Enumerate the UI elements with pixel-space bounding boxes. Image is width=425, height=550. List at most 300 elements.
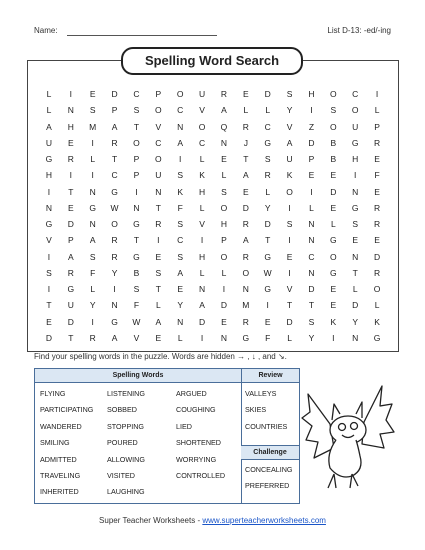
- grid-letter[interactable]: I: [222, 284, 226, 295]
- grid-letter[interactable]: L: [90, 284, 96, 295]
- grid-letter[interactable]: O: [351, 105, 359, 116]
- grid-letter[interactable]: K: [374, 316, 380, 327]
- grid-letter[interactable]: T: [155, 284, 161, 295]
- grid-letter[interactable]: R: [111, 235, 118, 246]
- grid-letter[interactable]: H: [220, 219, 227, 230]
- grid-letter[interactable]: E: [67, 137, 74, 148]
- word-item: WANDERED: [40, 421, 82, 431]
- word-item: PARTICIPATING: [40, 405, 94, 415]
- grid-letter[interactable]: I: [91, 137, 94, 148]
- word-item: POURED: [107, 438, 138, 448]
- grid-letter[interactable]: A: [221, 105, 227, 116]
- grid-letter[interactable]: O: [111, 219, 118, 230]
- grid-letter[interactable]: A: [177, 137, 184, 148]
- grid-letter[interactable]: E: [330, 170, 337, 181]
- grid-letter[interactable]: N: [133, 202, 140, 213]
- grid-letter[interactable]: E: [330, 284, 337, 295]
- grid-letter[interactable]: B: [133, 267, 140, 278]
- grid-letter[interactable]: E: [89, 89, 96, 100]
- grid-letter[interactable]: V: [155, 121, 162, 132]
- grid-letter[interactable]: R: [373, 137, 381, 148]
- grid-letter[interactable]: F: [90, 267, 96, 278]
- grid-letter[interactable]: E: [155, 251, 162, 262]
- grid-letter[interactable]: R: [111, 137, 118, 148]
- word-item: CONTROLLED: [176, 471, 226, 481]
- grid-letter[interactable]: E: [330, 300, 337, 311]
- grid-letter[interactable]: W: [132, 316, 141, 327]
- grid-letter[interactable]: L: [265, 105, 271, 116]
- grid-letter[interactable]: U: [67, 300, 74, 311]
- grid-letter[interactable]: G: [89, 202, 96, 213]
- grid-letter[interactable]: P: [155, 89, 162, 100]
- grid-letter[interactable]: A: [177, 267, 184, 278]
- grid-letter[interactable]: U: [155, 170, 162, 181]
- grid-letter[interactable]: I: [200, 332, 204, 343]
- grid-letter[interactable]: O: [198, 121, 206, 132]
- grid-letter[interactable]: T: [243, 154, 249, 165]
- grid-letter[interactable]: S: [286, 219, 293, 230]
- name-line[interactable]: [67, 35, 217, 36]
- grid-letter[interactable]: G: [264, 251, 271, 262]
- word-bank: [34, 368, 300, 504]
- grid-letter[interactable]: A: [242, 170, 249, 181]
- grid-letter[interactable]: H: [45, 170, 52, 181]
- grid-letter[interactable]: R: [373, 267, 381, 278]
- grid-letter[interactable]: O: [155, 154, 162, 165]
- grid-letter[interactable]: I: [266, 300, 269, 311]
- grid-letter[interactable]: I: [310, 105, 313, 116]
- grid-letter[interactable]: N: [308, 267, 315, 278]
- grid-letter[interactable]: T: [68, 186, 74, 197]
- grid-letter[interactable]: L: [46, 105, 52, 116]
- grid-letter[interactable]: C: [177, 235, 184, 246]
- grid-letter[interactable]: E: [374, 186, 380, 197]
- grid-letter[interactable]: S: [352, 219, 359, 230]
- grid-letter[interactable]: S: [308, 316, 315, 327]
- grid-letter[interactable]: N: [308, 219, 315, 230]
- grid-letter[interactable]: S: [330, 105, 337, 116]
- grid-letter[interactable]: Z: [308, 121, 315, 132]
- grid-letter[interactable]: I: [47, 284, 51, 295]
- grid-letter[interactable]: S: [177, 251, 184, 262]
- footer-link[interactable]: www.superteacherworksheets.com: [202, 516, 326, 525]
- grid-letter[interactable]: N: [352, 251, 359, 262]
- grid-letter[interactable]: E: [374, 154, 380, 165]
- grid-letter[interactable]: I: [69, 170, 72, 181]
- grid-letter[interactable]: A: [242, 235, 249, 246]
- grid-letter[interactable]: D: [330, 186, 337, 197]
- grid-letter[interactable]: I: [47, 251, 51, 262]
- grid-letter[interactable]: A: [199, 300, 205, 311]
- grid-letter[interactable]: C: [308, 251, 315, 262]
- letter-grid: [38, 86, 388, 346]
- grid-letter[interactable]: E: [221, 316, 227, 327]
- grid-letter[interactable]: I: [375, 89, 379, 100]
- grid-letter[interactable]: O: [330, 121, 337, 132]
- grid-letter[interactable]: O: [330, 89, 337, 100]
- grid-letter[interactable]: O: [220, 202, 228, 213]
- grid-letter[interactable]: D: [264, 219, 271, 230]
- grid-letter[interactable]: L: [309, 202, 314, 213]
- grid-letter[interactable]: C: [352, 89, 359, 100]
- grid-letter[interactable]: L: [243, 105, 249, 116]
- grid-letter[interactable]: I: [47, 186, 51, 197]
- word-column-2: [107, 386, 145, 501]
- grid-letter[interactable]: T: [155, 202, 161, 213]
- grid-letter[interactable]: O: [330, 251, 337, 262]
- grid-letter[interactable]: Q: [220, 121, 228, 132]
- word-column-3: [176, 386, 225, 484]
- list-label: List D-13: -ed/-ing: [327, 26, 391, 35]
- grid-letter[interactable]: V: [286, 121, 293, 132]
- grid-letter[interactable]: Y: [286, 105, 293, 116]
- grid-letter[interactable]: H: [198, 186, 206, 197]
- grid-letter[interactable]: G: [67, 284, 75, 295]
- grid-letter[interactable]: M: [242, 300, 250, 311]
- grid-letter[interactable]: D: [220, 300, 227, 311]
- grid-letter[interactable]: B: [330, 137, 337, 148]
- grid-letter[interactable]: S: [264, 154, 271, 165]
- grid-letter[interactable]: D: [308, 284, 315, 295]
- grid-letter[interactable]: O: [176, 89, 184, 100]
- grid-letter[interactable]: V: [199, 219, 205, 230]
- grid-letter[interactable]: F: [374, 170, 380, 181]
- grid-letter[interactable]: G: [351, 202, 359, 213]
- grid-letter[interactable]: G: [264, 284, 271, 295]
- grid-letter[interactable]: D: [67, 316, 74, 327]
- grid-letter[interactable]: E: [177, 284, 184, 295]
- grid-letter[interactable]: L: [374, 105, 380, 116]
- grid-letter[interactable]: O: [155, 105, 162, 116]
- grid-letter[interactable]: I: [310, 186, 313, 197]
- grid-letter[interactable]: I: [288, 202, 291, 213]
- grid-letter[interactable]: F: [177, 202, 183, 213]
- grid-letter[interactable]: K: [330, 316, 337, 327]
- word-item: SHORTENED: [176, 438, 221, 448]
- grid-letter[interactable]: L: [199, 202, 205, 213]
- grid-letter[interactable]: L: [46, 89, 52, 100]
- challenge-column: [245, 462, 293, 495]
- word-item: ALLOWING: [107, 454, 145, 464]
- grid-letter[interactable]: P: [133, 154, 140, 165]
- grid-letter[interactable]: Y: [111, 267, 118, 278]
- grid-letter[interactable]: N: [352, 332, 359, 343]
- grid-letter[interactable]: E: [330, 202, 337, 213]
- grid-letter[interactable]: E: [221, 154, 227, 165]
- grid-letter[interactable]: N: [308, 235, 315, 246]
- spelling-words-header: Spelling Words: [35, 369, 241, 383]
- grid-letter[interactable]: K: [177, 186, 184, 197]
- word-item: ARGUED: [176, 389, 207, 398]
- grid-letter[interactable]: S: [221, 186, 227, 197]
- grid-letter[interactable]: C: [264, 121, 271, 132]
- challenge-header: Challenge: [241, 445, 299, 460]
- grid-letter[interactable]: N: [352, 186, 359, 197]
- grid-letter[interactable]: F: [265, 332, 271, 343]
- grid-letter[interactable]: N: [198, 284, 206, 295]
- grid-letter[interactable]: V: [199, 105, 205, 116]
- grid-letter[interactable]: L: [155, 300, 161, 311]
- grid-letter[interactable]: L: [199, 267, 205, 278]
- word-item: SKIES: [245, 405, 267, 415]
- grid-letter[interactable]: Y: [264, 202, 271, 213]
- grid-letter[interactable]: G: [264, 137, 271, 148]
- grid-letter[interactable]: H: [67, 121, 74, 132]
- grid-letter[interactable]: S: [89, 251, 96, 262]
- footer-text: Super Teacher Worksheets -: [99, 516, 203, 525]
- grid-letter[interactable]: Y: [352, 316, 359, 327]
- grid-letter[interactable]: A: [111, 332, 118, 343]
- grid-letter[interactable]: A: [46, 121, 52, 132]
- grid-letter[interactable]: E: [264, 316, 271, 327]
- grid-letter[interactable]: B: [330, 154, 337, 165]
- grid-letter[interactable]: D: [286, 316, 293, 327]
- grid-letter[interactable]: C: [198, 137, 206, 148]
- grid-letter[interactable]: L: [199, 154, 205, 165]
- grid-letter[interactable]: R: [89, 332, 96, 343]
- grid-letter[interactable]: N: [155, 186, 162, 197]
- grid-letter[interactable]: E: [242, 89, 249, 100]
- word-item: SMILING: [40, 438, 70, 448]
- grid-letter[interactable]: L: [374, 300, 380, 311]
- grid-letter[interactable]: S: [133, 105, 140, 116]
- grid-letter[interactable]: Y: [177, 300, 184, 311]
- grid-letter[interactable]: R: [242, 219, 249, 230]
- grid-letter[interactable]: R: [242, 251, 249, 262]
- grid-letter[interactable]: I: [91, 170, 94, 181]
- word-item: SOBBED: [107, 405, 137, 415]
- word-item: WORRYING: [176, 454, 217, 464]
- grid-letter[interactable]: G: [133, 251, 140, 262]
- grid-letter[interactable]: N: [89, 186, 96, 197]
- grid-letter[interactable]: S: [177, 170, 184, 181]
- grid-letter[interactable]: W: [110, 202, 119, 213]
- grid-letter[interactable]: H: [352, 154, 359, 165]
- grid-letter[interactable]: R: [373, 202, 381, 213]
- grid-letter[interactable]: P: [133, 170, 140, 181]
- footer: [0, 516, 425, 525]
- grid-letter[interactable]: W: [263, 267, 272, 278]
- instructions: Find your spelling words in the puzzle. Words are hidden → , ↓ , and ↘.: [34, 352, 287, 361]
- grid-letter[interactable]: P: [67, 235, 74, 246]
- grid-letter[interactable]: N: [177, 121, 184, 132]
- grid-letter[interactable]: L: [352, 284, 358, 295]
- name-label: Name:: [34, 26, 58, 35]
- review-column: [245, 386, 287, 435]
- grid-letter[interactable]: D: [373, 251, 381, 262]
- grid-letter[interactable]: V: [133, 332, 140, 343]
- grid-letter[interactable]: K: [286, 170, 293, 181]
- grid-letter[interactable]: A: [155, 316, 162, 327]
- grid-letter[interactable]: E: [155, 332, 162, 343]
- grid-letter[interactable]: J: [243, 137, 248, 148]
- grid-letter[interactable]: D: [308, 137, 315, 148]
- grid-letter[interactable]: L: [177, 332, 183, 343]
- grid-letter[interactable]: S: [286, 89, 293, 100]
- grid-letter[interactable]: I: [113, 284, 116, 295]
- grid-letter[interactable]: S: [177, 219, 184, 230]
- grid-letter[interactable]: C: [177, 105, 184, 116]
- grid-letter[interactable]: E: [286, 251, 293, 262]
- grid-letter[interactable]: H: [308, 89, 315, 100]
- grid-letter[interactable]: R: [67, 267, 74, 278]
- grid-letter[interactable]: R: [242, 316, 249, 327]
- grid-letter[interactable]: D: [264, 89, 271, 100]
- grid-letter[interactable]: N: [111, 300, 118, 311]
- grid-letter[interactable]: D: [352, 300, 359, 311]
- word-item: VALLEYS: [245, 389, 277, 398]
- word-item: FLYING: [40, 389, 66, 398]
- grid-letter[interactable]: D: [198, 316, 206, 327]
- grid-letter[interactable]: T: [133, 235, 140, 246]
- grid-letter[interactable]: D: [111, 89, 118, 100]
- grid-letter[interactable]: L: [221, 267, 227, 278]
- grid-letter[interactable]: G: [111, 186, 118, 197]
- grid-letter[interactable]: G: [45, 219, 53, 230]
- page-title: Spelling Word Search: [121, 47, 303, 75]
- grid-letter[interactable]: R: [67, 154, 74, 165]
- grid-letter[interactable]: R: [373, 219, 381, 230]
- grid-letter[interactable]: U: [352, 121, 359, 132]
- grid-letter[interactable]: O: [220, 251, 228, 262]
- grid-letter[interactable]: T: [46, 300, 52, 311]
- grid-letter[interactable]: M: [89, 121, 97, 132]
- grid-letter[interactable]: N: [242, 284, 249, 295]
- grid-letter[interactable]: E: [67, 202, 74, 213]
- review-header: Review: [242, 369, 299, 383]
- grid-letter[interactable]: I: [91, 316, 94, 327]
- grid-letter[interactable]: G: [351, 137, 359, 148]
- grid-letter[interactable]: G: [111, 316, 118, 327]
- word-item: LISTENING: [107, 389, 145, 398]
- word-item: CONCEALING: [245, 465, 293, 474]
- grid-letter[interactable]: O: [242, 267, 250, 278]
- word-item: TRAVELING: [40, 471, 81, 481]
- word-item: VISITED: [107, 471, 135, 481]
- grid-letter[interactable]: F: [133, 300, 140, 311]
- grid-letter[interactable]: P: [111, 105, 118, 116]
- grid-letter[interactable]: H: [198, 251, 206, 262]
- grid-letter[interactable]: D: [67, 219, 74, 230]
- word-item: LIED: [176, 421, 192, 431]
- grid-letter[interactable]: R: [155, 219, 162, 230]
- grid-letter[interactable]: S: [155, 267, 162, 278]
- grid-letter[interactable]: N: [220, 332, 227, 343]
- word-item: COUNTRIES: [245, 421, 288, 431]
- grid-letter[interactable]: C: [111, 170, 118, 181]
- word-item: INHERITED: [40, 487, 79, 497]
- grid-letter[interactable]: R: [220, 89, 227, 100]
- grid-letter[interactable]: K: [199, 170, 205, 181]
- grid-letter[interactable]: L: [221, 170, 227, 181]
- grid-letter[interactable]: E: [46, 316, 52, 327]
- grid-letter[interactable]: A: [89, 235, 96, 246]
- grid-letter[interactable]: G: [373, 332, 381, 343]
- grid-letter[interactable]: E: [352, 235, 359, 246]
- grid-letter[interactable]: I: [179, 154, 182, 165]
- grid-letter[interactable]: T: [68, 332, 74, 343]
- grid-letter[interactable]: G: [242, 332, 250, 343]
- grid-letter[interactable]: E: [308, 170, 315, 181]
- grid-letter[interactable]: P: [221, 235, 227, 246]
- grid-letter[interactable]: U: [286, 154, 293, 165]
- grid-letter[interactable]: E: [374, 235, 380, 246]
- grid-letter[interactable]: L: [90, 154, 96, 165]
- grid-letter[interactable]: O: [133, 137, 140, 148]
- grid-letter[interactable]: A: [286, 137, 293, 148]
- grid-letter[interactable]: U: [198, 89, 206, 100]
- grid-letter[interactable]: T: [286, 300, 293, 311]
- grid-letter[interactable]: V: [46, 235, 52, 246]
- grid-letter[interactable]: R: [111, 251, 118, 262]
- grid-letter[interactable]: T: [352, 267, 358, 278]
- grid-letter[interactable]: N: [220, 137, 227, 148]
- word-item: LAUGHING: [107, 487, 145, 497]
- grid-letter[interactable]: C: [155, 137, 162, 148]
- grid-letter[interactable]: A: [111, 121, 118, 132]
- grid-letter[interactable]: D: [242, 202, 249, 213]
- grid-letter[interactable]: V: [286, 284, 293, 295]
- grid-letter[interactable]: P: [374, 121, 380, 132]
- grid-letter[interactable]: G: [330, 235, 337, 246]
- grid-letter[interactable]: Y: [89, 300, 96, 311]
- grid-letter[interactable]: T: [111, 154, 118, 165]
- grid-letter[interactable]: I: [288, 235, 291, 246]
- grid-letter[interactable]: U: [45, 137, 52, 148]
- grid-letter[interactable]: N: [177, 316, 184, 327]
- grid-letter[interactable]: N: [67, 105, 74, 116]
- bat-icon: [300, 382, 395, 494]
- grid-letter[interactable]: I: [288, 267, 291, 278]
- grid-letter[interactable]: I: [200, 235, 204, 246]
- word-item: PREFERRED: [245, 481, 290, 491]
- grid-letter[interactable]: T: [133, 121, 140, 132]
- grid-letter[interactable]: R: [264, 170, 271, 181]
- grid-letter[interactable]: C: [133, 89, 140, 100]
- grid-letter[interactable]: I: [69, 89, 72, 100]
- grid-letter[interactable]: S: [133, 284, 140, 295]
- grid-letter[interactable]: T: [308, 300, 315, 311]
- grid-letter[interactable]: T: [265, 235, 271, 246]
- grid-letter[interactable]: G: [330, 267, 337, 278]
- grid-letter[interactable]: I: [157, 235, 160, 246]
- grid-letter[interactable]: N: [89, 219, 96, 230]
- grid-letter[interactable]: I: [135, 186, 138, 197]
- grid-letter[interactable]: I: [354, 170, 357, 181]
- grid-letter[interactable]: D: [45, 332, 52, 343]
- grid-letter[interactable]: E: [242, 186, 249, 197]
- grid-letter[interactable]: R: [242, 121, 249, 132]
- grid-letter[interactable]: Y: [308, 332, 315, 343]
- grid-letter[interactable]: L: [265, 186, 271, 197]
- divider: [241, 369, 242, 503]
- grid-letter[interactable]: G: [133, 219, 140, 230]
- grid-letter[interactable]: L: [330, 219, 336, 230]
- grid-letter[interactable]: S: [46, 267, 52, 278]
- word-column-1: [40, 386, 93, 501]
- grid-letter[interactable]: S: [89, 105, 96, 116]
- grid-letter[interactable]: P: [308, 154, 315, 165]
- grid-letter[interactable]: G: [45, 154, 53, 165]
- grid-letter[interactable]: L: [287, 332, 292, 343]
- grid-letter[interactable]: O: [373, 284, 381, 295]
- grid-letter[interactable]: O: [286, 186, 293, 197]
- grid-letter[interactable]: I: [332, 332, 335, 343]
- grid-letter[interactable]: A: [67, 251, 74, 262]
- grid-letter[interactable]: N: [45, 202, 52, 213]
- word-item: STOPPING: [107, 421, 145, 431]
- word-item: COUGHING: [176, 405, 216, 415]
